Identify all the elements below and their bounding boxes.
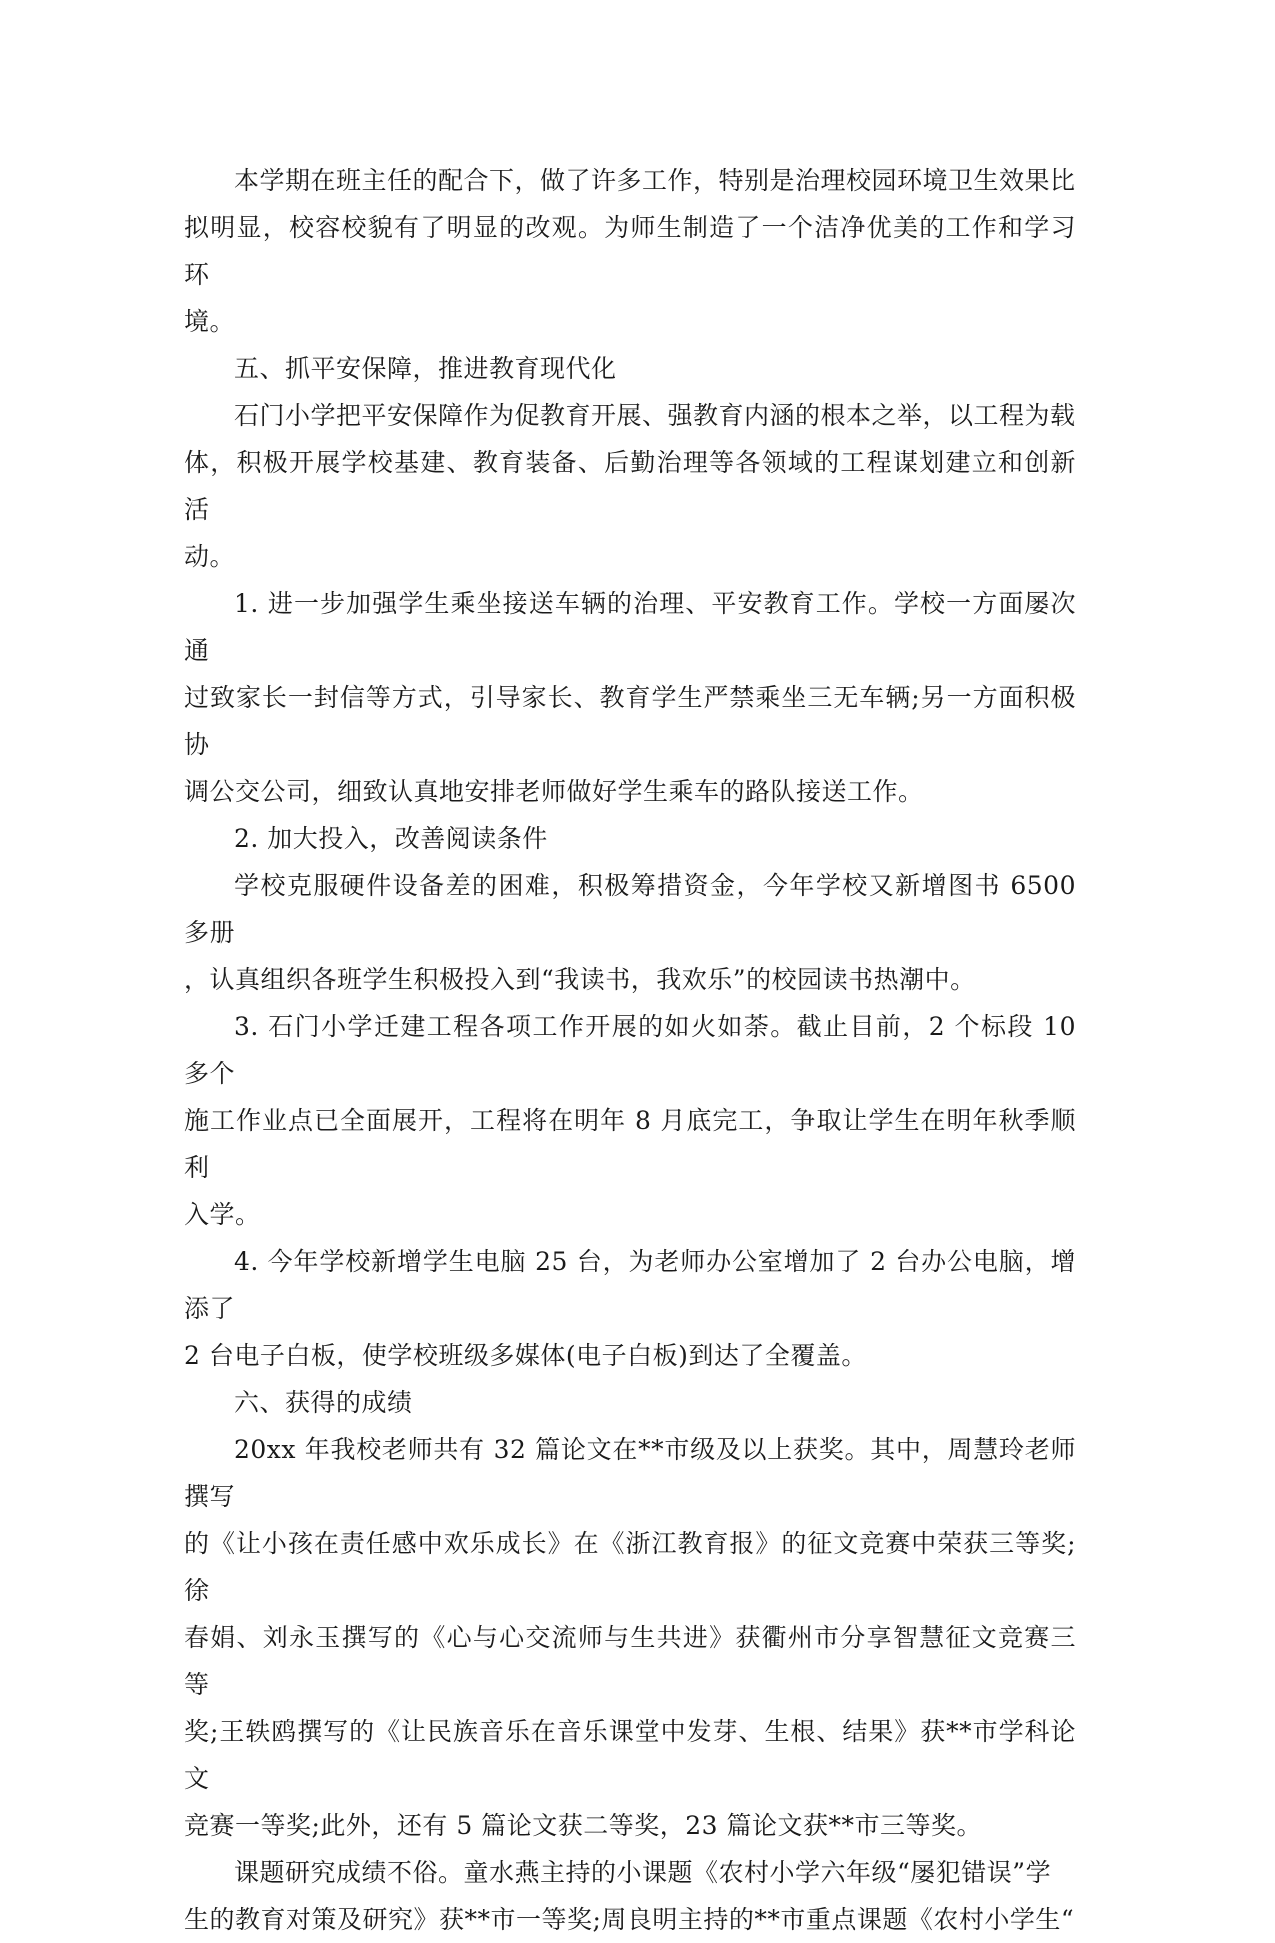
heading-text: 六、获得的成绩 (234, 1388, 413, 1417)
text-line: 施工作业点已全面展开，工程将在明年 8 月底完工，争取让学生在明年秋季顺利 (184, 1106, 1076, 1182)
text-line: ，认真组织各班学生积极投入到“我读书，我欢乐”的校园读书热潮中。 (184, 965, 976, 994)
text-line: 拟明显，校容校貌有了明显的改观。为师生制造了一个洁净优美的工作和学习环 (184, 213, 1076, 289)
text-line: 本学期在班主任的配合下，做了许多工作，特别是治理校园环境卫生效果比 (234, 166, 1076, 195)
text-line: 动。 (184, 542, 236, 571)
text-line: 学校克服硬件设备差的困难，积极筹措资金，今年学校又新增图书 6500 多册 (184, 871, 1076, 947)
paragraph-awards (184, 1426, 1076, 1849)
heading-text: 五、抓平安保障，推进教育现代化 (234, 354, 617, 383)
text-line: 竞赛一等奖;此外，还有 5 篇论文获二等奖，23 篇论文获**市三等奖。 (184, 1811, 982, 1840)
text-line: 奖;王轶鸥撰写的《让民族音乐在音乐课堂中发芽、生根、结果》获**市学科论文 (184, 1717, 1076, 1793)
paragraph-item-4 (184, 1238, 1076, 1379)
text-line: 春娟、刘永玉撰写的《心与心交流师与生共进》获衢州市分享智慧征文竞赛三等 (184, 1623, 1076, 1699)
paragraph-safety-intro (184, 392, 1076, 580)
text-line: 2 台电子白板，使学校班级多媒体(电子白板)到达了全覆盖。 (184, 1341, 867, 1370)
paragraph-item-1 (184, 580, 1076, 815)
text-line: 2. 加大投入，改善阅读条件 (234, 824, 548, 853)
text-line: 1. 进一步加强学生乘坐接送车辆的治理、平安教育工作。学校一方面屡次通 (184, 589, 1076, 665)
text-line: 4. 今年学校新增学生电脑 25 台，为老师办公室增加了 2 台办公电脑，增添了 (184, 1247, 1076, 1323)
paragraph-item-3 (184, 1003, 1076, 1238)
text-line: 20xx 年我校老师共有 32 篇论文在**市级及以上获奖。其中，周慧玲老师撰写 (184, 1435, 1076, 1511)
paragraph-item-2-heading (184, 815, 1076, 862)
text-line: 的《让小孩在责任感中欢乐成长》在《浙江教育报》的征文竞赛中荣获三等奖;徐 (184, 1529, 1076, 1605)
text-line: 境。 (184, 307, 236, 336)
text-line: 课题研究成绩不俗。童水燕主持的小课题《农村小学六年级“屡犯错误”学 (234, 1858, 1052, 1887)
paragraph-environment (184, 157, 1076, 345)
text-line: 调公交公司，细致认真地安排老师做好学生乘车的路队接送工作。 (184, 777, 924, 806)
text-line: 过致家长一封信等方式，引导家长、教育学生严禁乘坐三无车辆;另一方面积极协 (184, 683, 1076, 759)
paragraph-reading (184, 862, 1076, 1003)
document-body (184, 157, 1076, 1943)
text-line: 生的教育对策及研究》获**市一等奖;周良明主持的**市重点课题《农村小学生“ (184, 1905, 1075, 1934)
section-heading-6 (184, 1379, 1076, 1426)
text-line: 入学。 (184, 1200, 261, 1229)
section-heading-5 (184, 345, 1076, 392)
text-line: 3. 石门小学迁建工程各项工作开展的如火如荼。截止目前，2 个标段 10 多个 (184, 1012, 1076, 1088)
text-line: 体，积极开展学校基建、教育装备、后勤治理等各领域的工程谋划建立和创新活 (184, 448, 1076, 524)
text-line: 石门小学把平安保障作为促教育开展、强教育内涵的根本之举，以工程为载 (234, 401, 1076, 430)
paragraph-research (184, 1849, 1076, 1943)
